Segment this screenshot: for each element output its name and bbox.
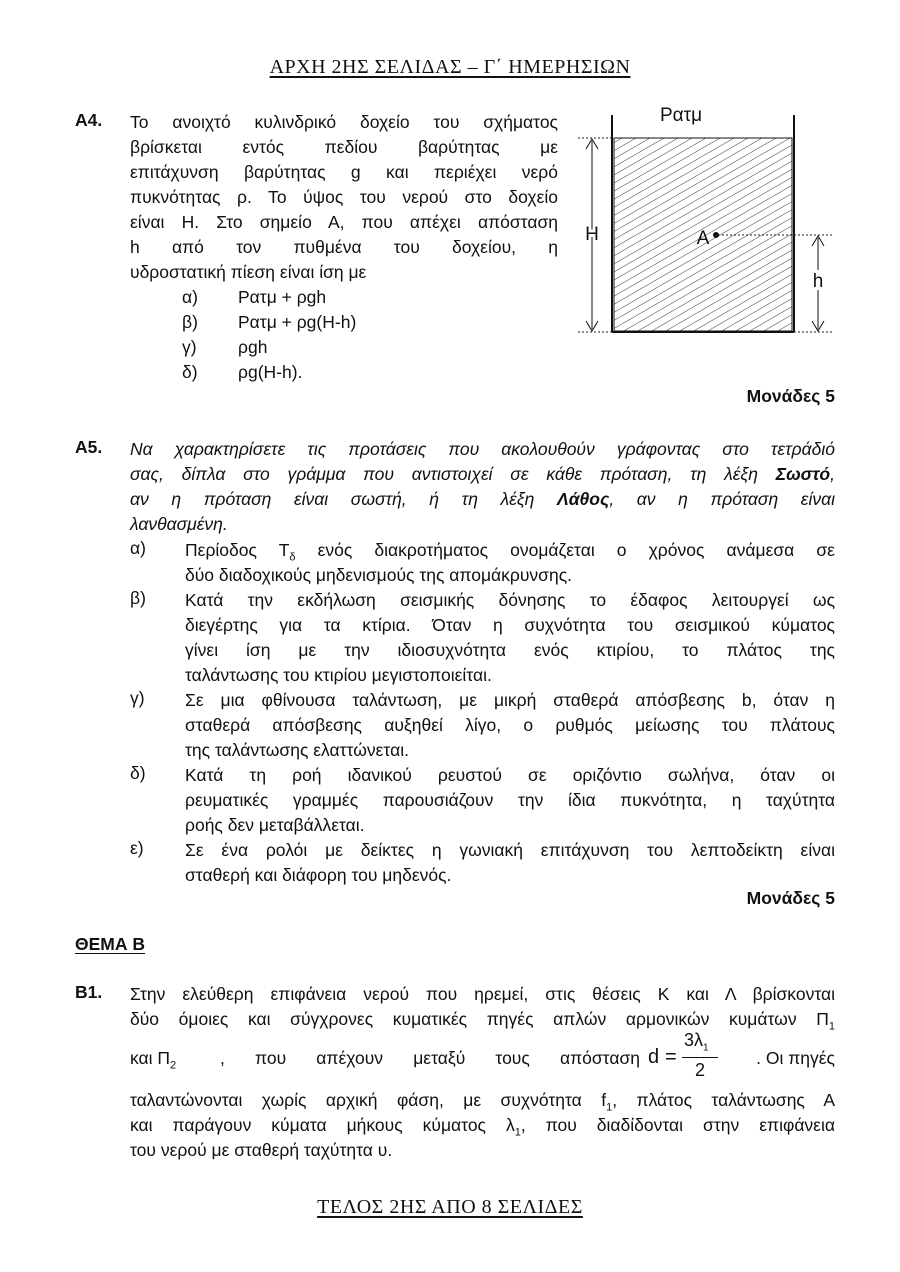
a5-item-letter: δ) xyxy=(130,763,146,783)
a4-line: επιτάχυνση βαρύτητας g και περιέχει νερό xyxy=(130,162,558,182)
question-a5-label: Α5. xyxy=(75,437,103,457)
question-b1-label: Β1. xyxy=(75,982,103,1002)
option-text: ρg(H-h). xyxy=(238,362,303,382)
formula-numerator: $3\lambda_1$ xyxy=(684,1030,709,1054)
formula-d: d xyxy=(648,1046,660,1068)
a5-intro-line: Να χαρακτηρίσετε τις προτάσεις που ακολουθούν γράφοντας στο τετράδιό xyxy=(130,439,835,459)
a5-item-letter: ε) xyxy=(130,838,144,858)
question-a4-label: Α4. xyxy=(75,110,103,130)
a5-units: Μονάδες 5 xyxy=(746,888,835,908)
b1-line: και $\Pi_2$ xyxy=(130,1048,177,1072)
page-header: ΑΡΧΗ 2ΗΣ ΣΕΛΙΔΑΣ – Γ΄ ΗΜΕΡΗΣΙΩΝ xyxy=(269,56,631,78)
a4-line: υδροστατική πίεση είναι ίση με xyxy=(130,262,367,282)
a5-item-letter: γ) xyxy=(130,688,145,708)
b1-line: ταλαντώνονται χωρίς αρχική φάση, με συχνότητα $f_1$, πλάτος ταλάντωσης Α xyxy=(130,1090,836,1114)
a5-item-text: Σε ένα ρολόι με δείκτες η γωνιακή επιτάχυνση του λεπτοδείκτη είναι σταθερή και διάφορη του μηδενός. xyxy=(185,840,835,885)
a5-item-letter: β) xyxy=(130,588,146,608)
option-text: ρgh xyxy=(238,337,268,357)
a4-line: h από τον πυθμένα του δοχείου, η xyxy=(130,237,558,257)
option-letter: γ) xyxy=(182,337,197,357)
option-letter: β) xyxy=(182,312,198,332)
b1-line: δύο όμοιες και σύγχρονες κυματικές πηγές απλών αρμονικών κυμάτων $\Pi_1$ xyxy=(130,1009,835,1033)
formula-eq: = xyxy=(665,1046,677,1068)
a5-item-text: Περίοδος $T_\delta$ ενός διακροτήματος ονομάζεται ο χρόνος ανάμεσα σε δύο διαδοχικούς μηδενισμούς της απομάκρυνσης. xyxy=(185,540,835,585)
fraction-bar xyxy=(682,1057,718,1058)
a4-line: βρίσκεται εντός πεδίου βαρύτητας με xyxy=(130,137,558,157)
a5-intro-line: αν η πρόταση είναι σωστή, ή τη λέξη Λάθος, αν η πρόταση είναι xyxy=(130,489,835,509)
option-text: Ρατμ + ρg(H-h) xyxy=(238,312,357,332)
b1-line: . Οι πηγές xyxy=(756,1048,835,1068)
a4-units: Μονάδες 5 xyxy=(746,386,835,406)
h-height-label: h xyxy=(812,271,824,292)
patm-label: Ρατμ xyxy=(659,105,703,126)
distance-formula xyxy=(648,1030,728,1084)
option-letter: α) xyxy=(182,287,198,307)
a5-item-text: Κατά τη ροή ιδανικού ρευστού σε οριζόντιο σωλήνα, όταν οι ρευματικές γραμμές παρουσιάζουν την ίδια πυκνότητα, η ταχύτητα ροής δεν μεταβάλλεται. xyxy=(185,765,835,835)
b1-line: του νερού με σταθερή ταχύτητα υ. xyxy=(130,1140,393,1160)
a4-line: Το ανοιχτό κυλινδρικό δοχείο του σχήματος xyxy=(130,112,558,132)
a5-intro-line: λανθασμένη. xyxy=(130,514,228,534)
point-a-dot xyxy=(713,232,719,238)
a5-item-letter: α) xyxy=(130,538,146,558)
b1-line: Στην ελεύθερη επιφάνεια νερού που ηρεμεί, στις θέσεις Κ και Λ βρίσκονται xyxy=(130,984,835,1004)
point-a-label: A xyxy=(696,228,710,249)
formula-denominator: 2 xyxy=(695,1060,706,1080)
a5-item-text: Κατά την εκδήλωση σεισμικής δόνησης το έδαφος λειτουργεί ως διεγέρτης για τα κτίρια. Όταν η συχνότητα του σεισμικού κύματος γίνει ίση με την ιδιοσυχνότητα ενός κτιρίου, το πλάτος της ταλάντωσης του κτιρίου μεγιστοποιείται. xyxy=(185,590,835,685)
h-total-label: H xyxy=(585,224,599,245)
a5-item-text: Σε μια φθίνουσα ταλάντωση, με μικρή σταθερά απόσβεσης b, όταν η σταθερά απόσβεσης αυξηθεί λίγο, ο ρυθμός μείωσης του πλάτους της ταλάντωσης ελαττώνεται. xyxy=(185,690,835,760)
a4-line: πυκνότητας ρ. Το ύψος του νερού στο δοχείο xyxy=(130,187,558,207)
a5-intro-line: σας, δίπλα στο γράμμα που αντιστοιχεί σε κάθε πρόταση, τη λέξη Σωστό, xyxy=(130,464,835,484)
option-text: Ρατμ + ρgh xyxy=(238,287,327,307)
container-diagram xyxy=(570,95,840,345)
page-footer: ΤΕΛΟΣ 2ΗΣ ΑΠΟ 8 ΣΕΛΙΔΕΣ xyxy=(317,1196,583,1218)
b1-line: και παράγουν κύματα μήκους κύματος $\lambda_1$, που διαδίδονται στην επιφάνεια xyxy=(130,1115,835,1139)
b1-line: , που απέχουν μεταξύ τους απόσταση xyxy=(220,1048,640,1068)
a4-line: είναι Η. Στο σημείο Α, που απέχει απόσταση xyxy=(130,212,558,232)
option-letter: δ) xyxy=(182,362,198,382)
theme-b-heading: ΘΕΜΑ Β xyxy=(75,934,145,954)
